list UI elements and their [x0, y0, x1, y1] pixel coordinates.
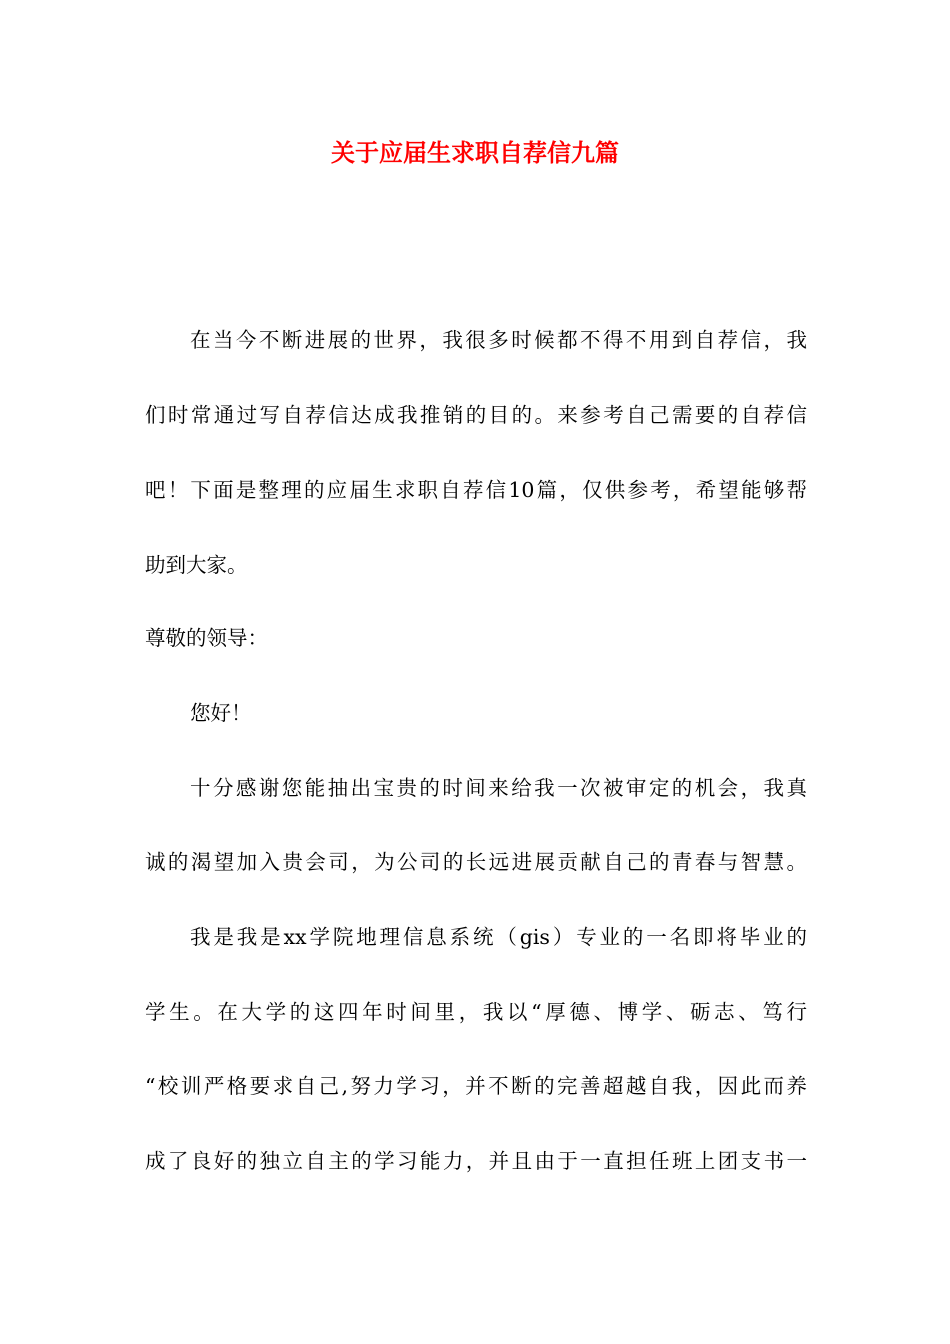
body-line: 十分感谢您能抽出宝贵的时间来给我一次被审定的机会，我真	[190, 776, 807, 800]
body-line: 学生。在大学的这四年时间里，我以“厚德、博学、砺志、笃行	[145, 1000, 807, 1024]
body-line: 我是我是xx学院地理信息系统（gis）专业的一名即将毕业的	[190, 925, 807, 949]
greeting: 您好！	[190, 701, 252, 725]
body-line: 在当今不断进展的世界，我很多时候都不得不用到自荐信，我	[190, 328, 807, 352]
document-title: 关于应届生求职自荐信九篇	[331, 138, 619, 167]
body-line: “校训严格要求自己,努力学习，并不断的完善超越自我，因此而养	[145, 1074, 807, 1098]
body-line: 助到大家。	[145, 553, 248, 577]
body-line: 成了良好的独立自主的学习能力，并且由于一直担任班上团支书一	[145, 1149, 807, 1173]
body-line: 吧！下面是整理的应届生求职自荐信10篇，仅供参考，希望能够帮	[145, 478, 807, 502]
body-line: 们时常通过写自荐信达成我推销的目的。来参考自己需要的自荐信	[145, 403, 807, 427]
body-line: 诚的渴望加入贵会司，为公司的长远进展贡献自己的青春与智慧。	[145, 850, 807, 874]
salutation: 尊敬的领导：	[145, 626, 268, 650]
